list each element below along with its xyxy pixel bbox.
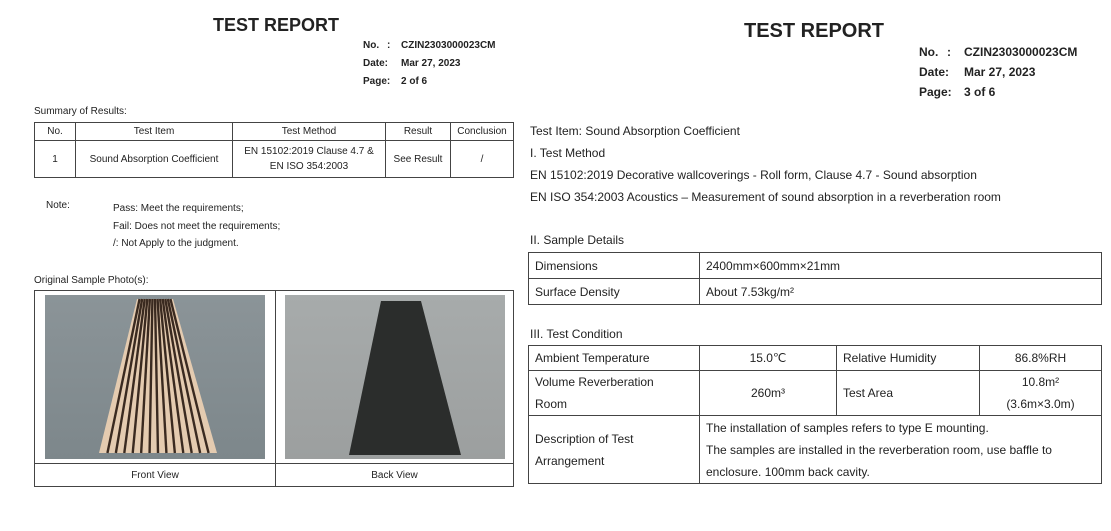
header-test-method: Test Method xyxy=(233,123,386,141)
photo-row xyxy=(35,291,514,464)
date-label: Date: xyxy=(363,58,389,69)
table-row xyxy=(529,371,1102,416)
report-page xyxy=(919,83,995,102)
table-header-row xyxy=(35,123,514,141)
area-value-line-1: 10.8m² xyxy=(1021,375,1060,389)
arrangement-label xyxy=(529,416,700,484)
note-fail: Fail: Does not meet the requirements; xyxy=(113,220,281,232)
area-value xyxy=(980,371,1102,416)
table-row xyxy=(529,279,1102,305)
summary-table xyxy=(34,122,514,178)
front-photo-cell xyxy=(35,291,276,464)
summary-heading: Summary of Results: xyxy=(34,106,127,117)
volume-label-line-1: Volume Reverberation xyxy=(535,375,654,389)
front-panel-image xyxy=(45,295,265,459)
arrangement-line-2: The samples are installed in the reverberation room, use baffle to xyxy=(706,442,1052,457)
colon: : xyxy=(947,45,951,59)
header-test-item: Test Item xyxy=(76,123,233,141)
volume-label xyxy=(529,371,700,416)
back-view-caption: Back View xyxy=(276,464,514,487)
test-item-line: Test Item: Sound Absorption Coefficient xyxy=(530,124,740,138)
density-value: About 7.53kg/m² xyxy=(700,279,1102,305)
back-photo-cell xyxy=(276,291,514,464)
ambient-label: Ambient Temperature xyxy=(529,346,700,371)
area-label: Test Area xyxy=(837,371,980,416)
cell-conclusion: / xyxy=(451,141,514,178)
method-line-2: EN ISO 354:2003 Acoustics – Measurement of sound absorption in a reverberation room xyxy=(530,190,1001,204)
header-result: Result xyxy=(386,123,451,141)
table-row xyxy=(529,346,1102,371)
notes-list xyxy=(113,200,280,253)
photo-table xyxy=(34,290,514,487)
report-page-2 xyxy=(0,0,528,531)
table-row xyxy=(529,253,1102,279)
page-label: Page: xyxy=(919,85,952,99)
page-value: 2 of 6 xyxy=(401,76,428,87)
report-number xyxy=(919,43,1077,62)
method-line-2: EN ISO 354:2003 xyxy=(269,161,349,172)
page-label: Page: xyxy=(363,76,391,87)
table-row xyxy=(35,141,514,178)
ambient-value: 15.0℃ xyxy=(700,346,837,371)
arrangement-label-line-2: Arrangement xyxy=(535,453,605,468)
caption-row xyxy=(35,464,514,487)
front-view-photo xyxy=(45,295,265,459)
note-na: /: Not Apply to the judgment. xyxy=(113,238,239,249)
photo-heading: Original Sample Photo(s): xyxy=(34,275,149,286)
front-view-caption: Front View xyxy=(35,464,276,487)
area-value-line-2: (3.6m×3.0m) xyxy=(1006,397,1075,411)
arrangement-label-line-1: Description of Test xyxy=(535,431,634,446)
section-test-method: I. Test Method xyxy=(530,146,606,160)
report-date xyxy=(363,55,461,73)
note-pass: Pass: Meet the requirements; xyxy=(113,203,244,214)
cell-test-item: Sound Absorption Coefficient xyxy=(76,141,233,178)
humidity-label: Relative Humidity xyxy=(837,346,980,371)
sample-details-table xyxy=(528,252,1102,305)
header-no: No. xyxy=(35,123,76,141)
volume-label-line-2: Room xyxy=(535,397,568,411)
no-label: No. xyxy=(363,40,380,51)
density-label: Surface Density xyxy=(529,279,700,305)
page-value: 3 of 6 xyxy=(964,85,996,99)
cell-test-method xyxy=(233,141,386,178)
date-value: Mar 27, 2023 xyxy=(401,58,461,69)
back-panel-image xyxy=(285,295,505,459)
header-conclusion: Conclusion xyxy=(451,123,514,141)
report-number xyxy=(363,37,496,55)
report-page xyxy=(363,73,427,91)
method-line-1: EN 15102:2019 Decorative wallcoverings - Roll form, Clause 4.7 - Sound absorption xyxy=(530,168,977,182)
no-value: CZIN2303000023CM xyxy=(964,45,1078,59)
colon: : xyxy=(387,40,391,51)
page-title: TEST REPORT xyxy=(213,15,340,35)
table-row xyxy=(529,416,1102,484)
volume-value: 260m³ xyxy=(700,371,837,416)
no-value: CZIN2303000023CM xyxy=(401,40,496,51)
cell-no: 1 xyxy=(35,141,76,178)
method-line-1: EN 15102:2019 Clause 4.7 & xyxy=(244,146,374,157)
arrangement-description xyxy=(700,416,1102,484)
humidity-value: 86.8%RH xyxy=(980,346,1102,371)
report-page-3 xyxy=(528,0,1111,531)
cell-result: See Result xyxy=(386,141,451,178)
arrangement-line-3: enclosure. 100mm back cavity. xyxy=(706,464,870,479)
back-view-photo xyxy=(285,295,505,459)
dimensions-label: Dimensions xyxy=(529,253,700,279)
note-label: Note: xyxy=(46,200,70,211)
arrangement-line-1: The installation of samples refers to type E mounting. xyxy=(706,420,989,435)
section-test-condition: III. Test Condition xyxy=(530,327,623,341)
no-label: No. xyxy=(919,45,939,59)
test-condition-table xyxy=(528,345,1102,484)
report-date xyxy=(919,63,1035,82)
date-value: Mar 27, 2023 xyxy=(964,65,1036,79)
page-title: TEST REPORT xyxy=(744,20,885,42)
date-label: Date: xyxy=(919,65,950,79)
dimensions-value: 2400mm×600mm×21mm xyxy=(700,253,1102,279)
section-sample-details: II. Sample Details xyxy=(530,233,625,247)
